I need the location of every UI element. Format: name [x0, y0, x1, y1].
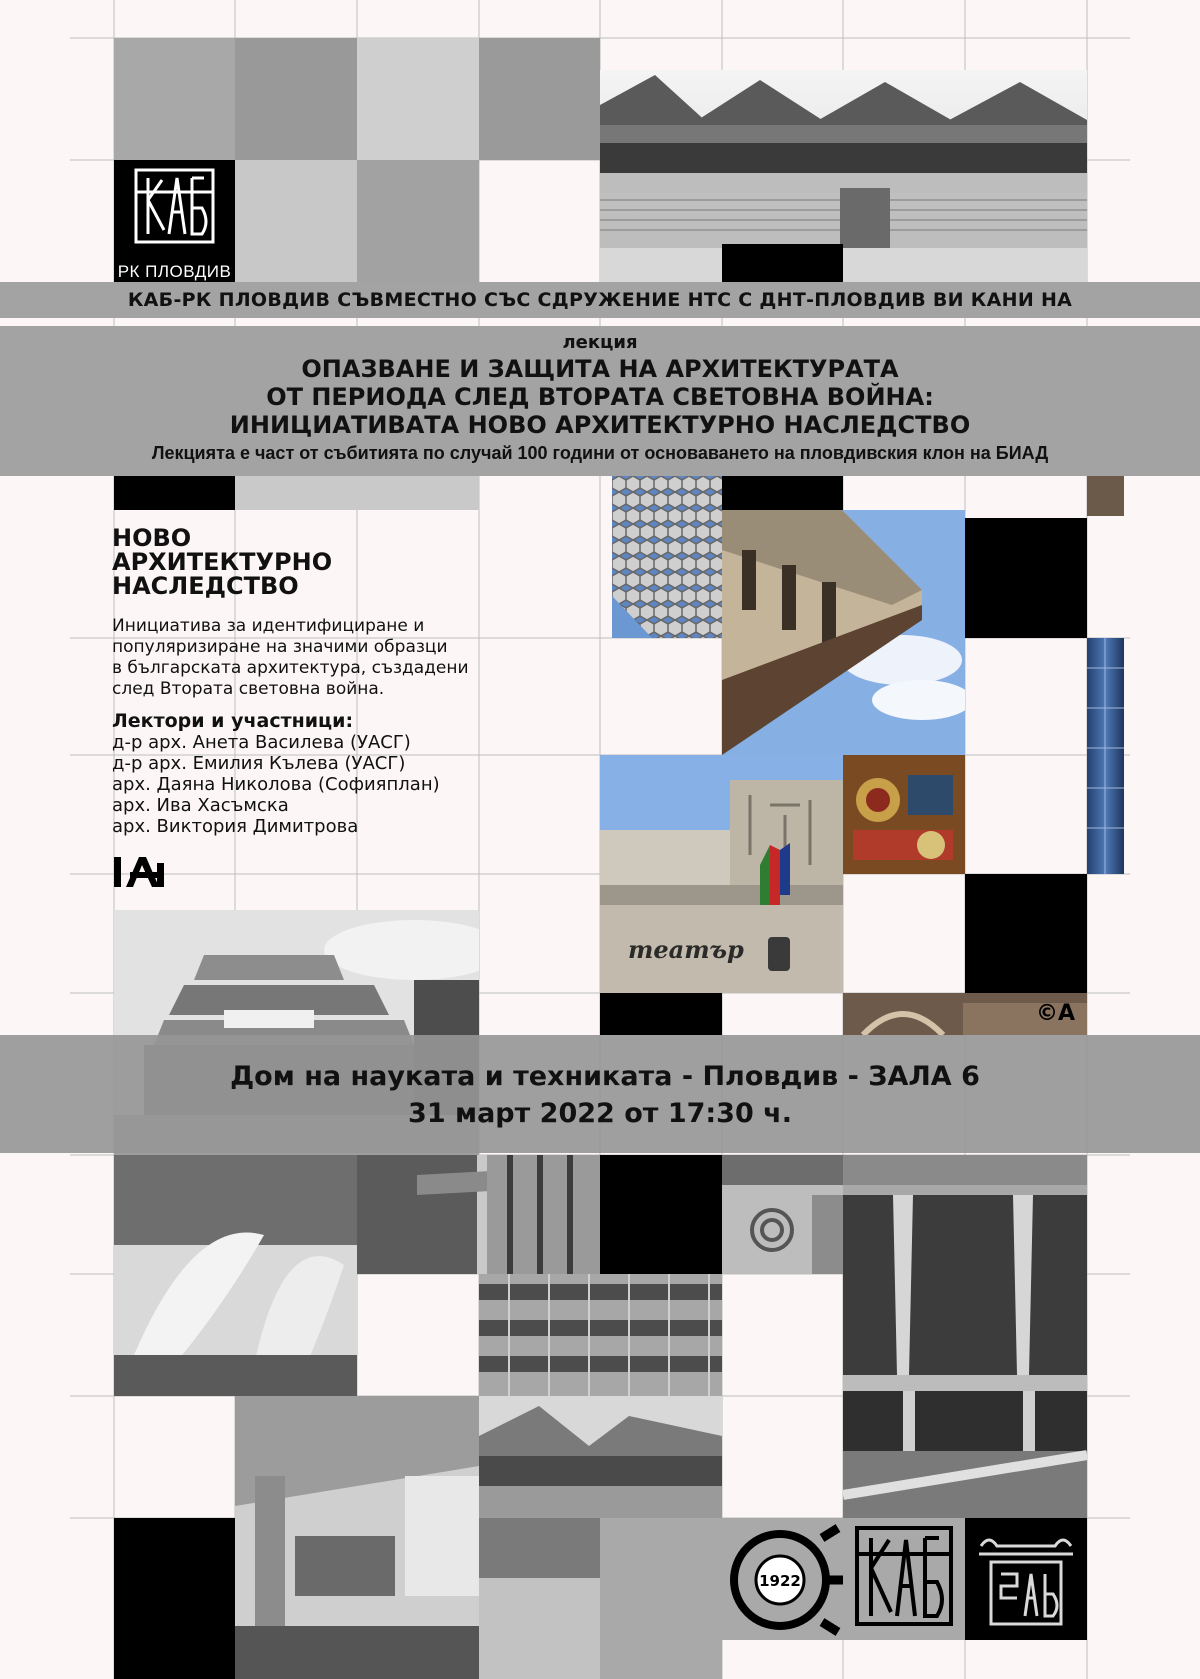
invite-band — [0, 282, 1200, 318]
invite-line: КАБ-РК ПЛОВДИВ СЪВМЕСТНО СЪС СДРУЖЕНИЕ НТС С ДНТ-ПЛОВДИВ ВИ КАНИ НА — [127, 289, 1073, 311]
photo-glass-tower — [1087, 638, 1124, 874]
photo-ornate-arch — [843, 993, 1087, 1035]
grid-cell — [600, 1518, 722, 1679]
grid-cell — [235, 160, 357, 282]
na-logo-icon — [112, 855, 168, 889]
grid-cell — [600, 993, 722, 1035]
initiative-block — [112, 526, 582, 893]
photo-cantilever-building — [722, 510, 965, 755]
title-line-2: ОТ ПЕРИОДА СЛЕД ВТОРАТА СВЕТОВНА ВОЙНА: — [266, 383, 934, 411]
grid-cell — [235, 38, 357, 160]
initiative-heading-3: НАСЛЕДСТВО — [112, 572, 299, 600]
grid-cell — [722, 476, 843, 510]
photo-angular-roof — [479, 1396, 722, 1518]
grid-cell — [965, 874, 1087, 993]
photo-roof-canopy — [600, 70, 1087, 282]
photo-corner-sliver — [1087, 476, 1124, 516]
photo-relief-wall — [722, 1155, 843, 1274]
grid-cell — [357, 38, 479, 160]
photo-modernist-entrance — [357, 1155, 600, 1274]
lecturer: д-р арх. Емилия Кълева (УАСГ) — [112, 753, 406, 774]
photo-stairs-ramp — [479, 1518, 600, 1679]
lecturer: арх. Виктория Димитрова — [112, 816, 359, 837]
lecturers-heading: Лектори и участници: — [112, 710, 354, 732]
grid-cell — [114, 1518, 235, 1679]
kab-footer-logo — [843, 1518, 965, 1640]
seal-year: 1922 — [759, 1572, 801, 1590]
kab-logo-icon — [114, 160, 235, 256]
grid-cell — [965, 518, 1087, 638]
grid-cell — [114, 38, 235, 160]
lecturers-list — [112, 732, 582, 837]
description-line: популяризиране на значими образци — [112, 637, 448, 657]
grid-cell — [235, 476, 479, 510]
event-datetime: 31 март 2022 от 17:30 ч. — [408, 1098, 792, 1129]
lecturer: арх. Даяна Николова (Софияплан) — [112, 774, 440, 795]
title-line-3: ИНИЦИАТИВАТА НОВО АРХИТЕКТУРНО НАСЛЕДСТВО — [229, 411, 971, 439]
grid-cell — [600, 1155, 722, 1274]
title-line-1: ОПАЗВАНЕ И ЗАЩИТА НА АРХИТЕКТУРАТА — [301, 355, 899, 383]
ntc-seal-logo — [722, 1518, 843, 1640]
theatre-sign-text: театър — [628, 935, 744, 964]
copyright-mark: ©A — [1035, 1001, 1075, 1026]
sab-logo — [965, 1518, 1087, 1640]
photo-facade-pattern — [612, 476, 722, 638]
kab-logo-icon — [843, 1518, 965, 1640]
grid-cell — [357, 160, 479, 282]
event-venue: Дом на науката и техниката - Пловдив - ЗАЛА 6 — [230, 1061, 980, 1092]
kab-logo — [114, 160, 235, 282]
description-line: в българската архитектура, създадени — [112, 658, 469, 678]
title-band — [0, 326, 1200, 476]
photo-concrete-columns — [843, 1155, 1087, 1518]
grid-cell — [479, 38, 600, 160]
initiative-heading-2: АРХИТЕКТУРНО — [112, 548, 333, 576]
photo-shell-pavilion — [114, 1155, 357, 1396]
description-line: след Втората световна война. — [112, 679, 385, 699]
initiative-heading-1: НОВО — [112, 524, 192, 552]
description-line: Инициатива за идентифициране и — [112, 616, 425, 636]
photo-theatre-building — [600, 755, 843, 993]
ntc-gear-seal-icon — [722, 1518, 843, 1640]
subtitle: Лекцията е част от събитията по случай 100 години от основаването на пловдивския клон на БИАД — [151, 443, 1049, 463]
lecturer: арх. Ива Хасъмска — [112, 795, 289, 816]
grid-cell — [114, 476, 235, 510]
lecture-kind: лекция — [562, 332, 638, 353]
photo-mosaic-art — [843, 755, 965, 874]
photo-office-block — [479, 1274, 722, 1396]
logo-caption: РК ПЛОВДИВ — [117, 262, 232, 281]
grid-cell — [722, 244, 843, 282]
event-band — [0, 1035, 1200, 1153]
sab-column-icon — [965, 1518, 1087, 1640]
lecturer: д-р арх. Анета Василева (УАСГ) — [112, 732, 411, 753]
initiative-description — [112, 616, 582, 700]
photo-balcony-underside — [235, 1396, 479, 1679]
